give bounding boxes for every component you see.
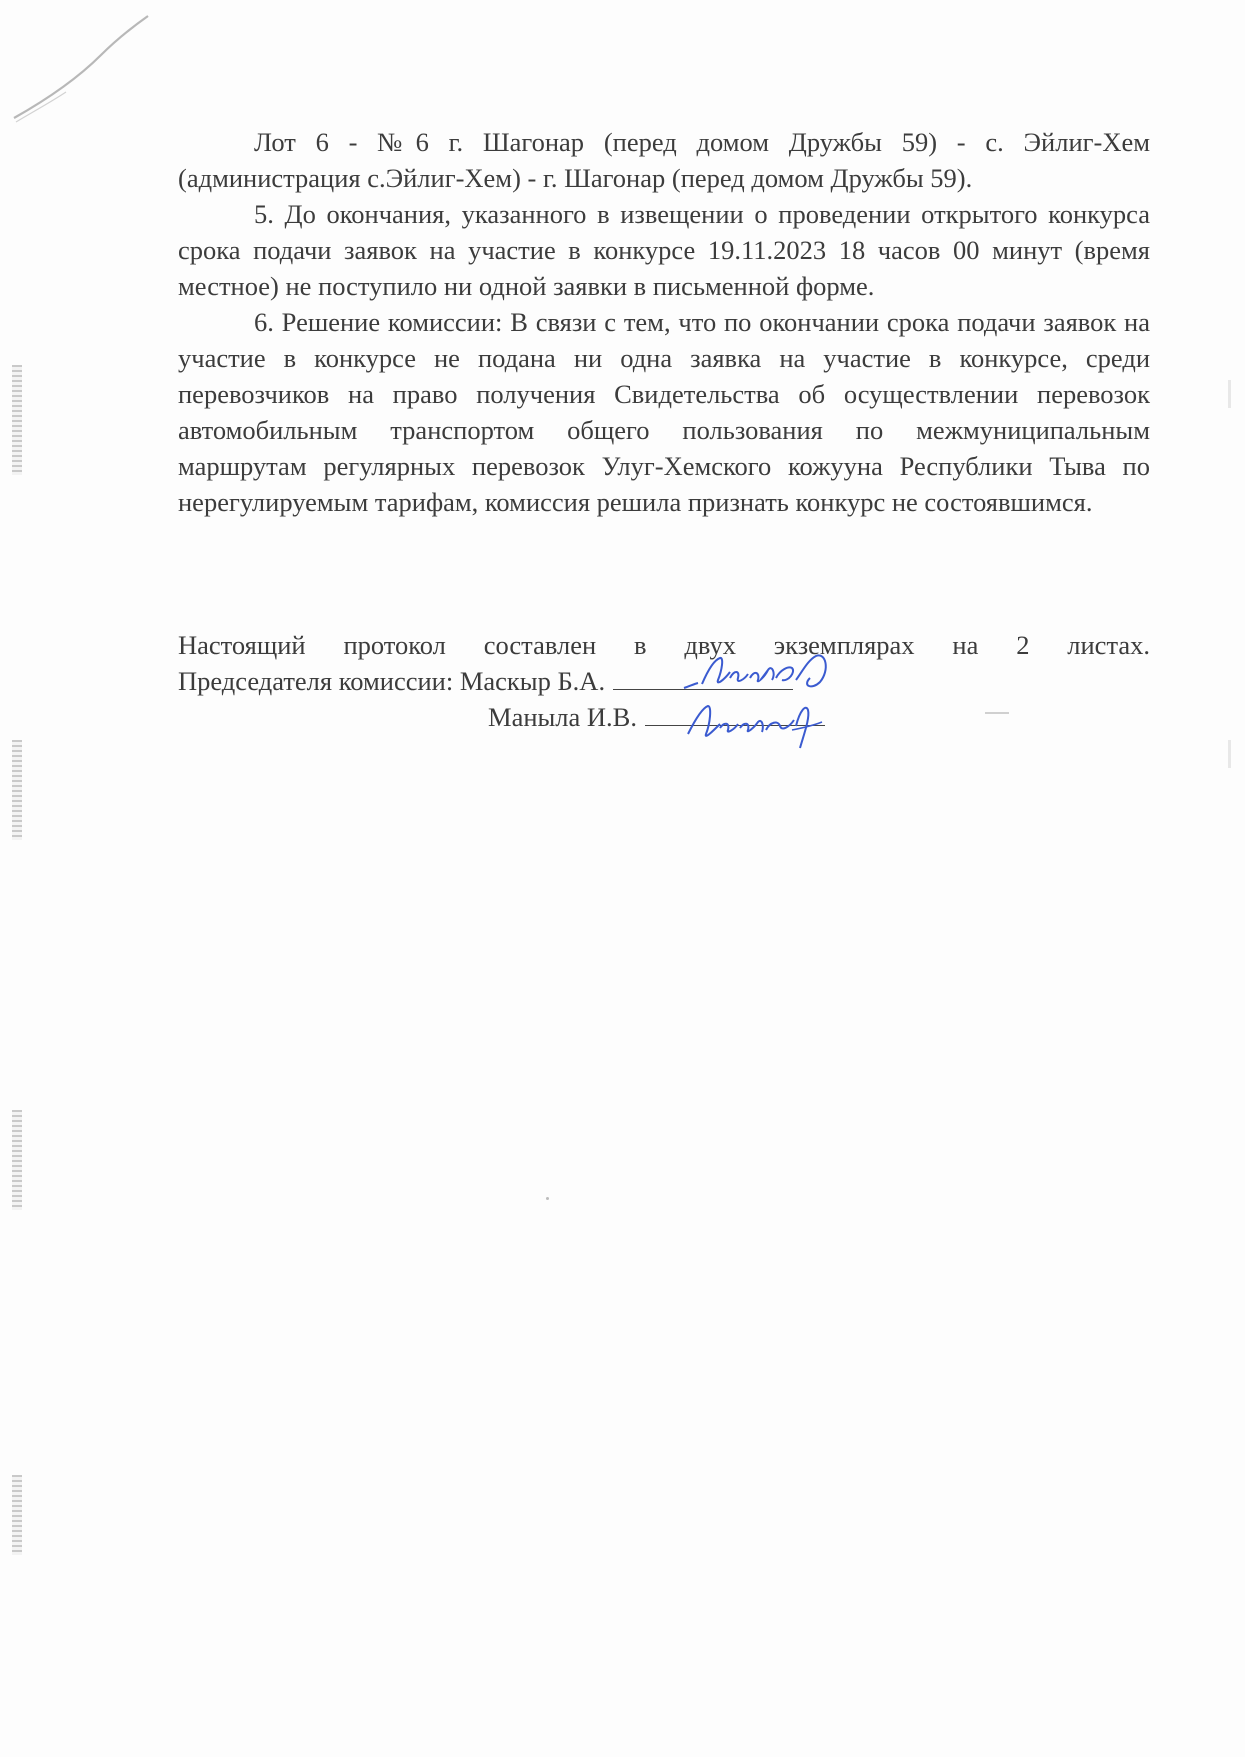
paragraph-lot-6: Лот 6 - №6 г. Шагонар (перед домом Дружбы 59) - с. Эйлиг-Хем (администрация с.Эйлиг-Хем) - г. Шагонар (перед домом Дружбы 59). (178, 127, 1150, 193)
binder-hole-mark (12, 365, 22, 475)
paragraph-item-6: 6. Решение комиссии: В связи с тем, что по окончании срока подачи заявок на участие в конкурсе не подана ни одна заявка на участие в конкурсе, среди перевозчиков на право получения Свидетельства об осуществлении перевозок автомобильным транспортом общего пользования по межмуниципальным маршрутам регулярных перевозок Улуг-Хемского кожууна Республики Тыва по нерегулируемым тарифам, комиссия решила признать конкурс не состоявшимся. (178, 307, 1150, 517)
scan-speck (546, 1197, 549, 1200)
signatory-label: Председателя комиссии: Маскыр Б.А. (178, 666, 606, 696)
signatory-label: Маныла И.В. (488, 702, 637, 732)
handwritten-signature (680, 650, 860, 700)
binder-hole-mark (12, 1110, 22, 1210)
binder-hole-mark (12, 1475, 22, 1555)
protocol-note: Настоящий протокол составлен в двух экземплярах на 2 листах. (178, 630, 1150, 660)
handwritten-signature (680, 700, 830, 750)
scan-streak-mark (6, 10, 156, 130)
paragraph-item-5: 5. До окончания, указанного в извещении о проведении открытого конкурса срока подачи заявок на участие в конкурсе 19.11.2023 18 часов 00 минут (время местное) не поступило ни одной заявки в письменной форме. (178, 199, 1150, 301)
stray-mark (985, 712, 1009, 714)
edge-shadow-mark (1228, 740, 1231, 768)
edge-shadow-mark (1228, 380, 1231, 408)
binder-hole-mark (12, 740, 22, 840)
body-text (178, 124, 1150, 520)
